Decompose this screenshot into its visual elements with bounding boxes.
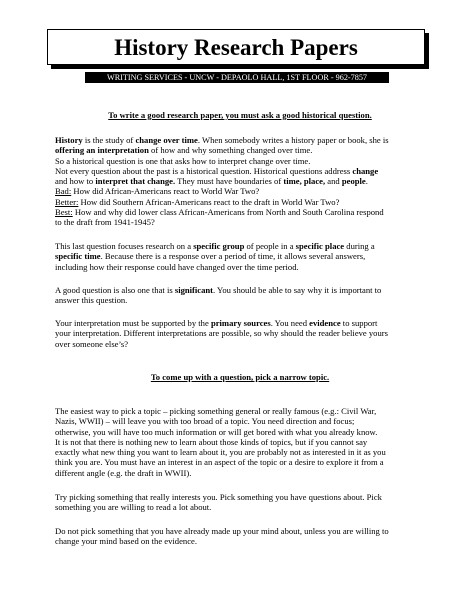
text-run: . You need (270, 318, 310, 328)
paragraph-history-definition (55, 135, 425, 228)
bold-term: specific place (295, 241, 345, 251)
text-line: Nazis, WWII) – will leave you with too broad of a topic. You need direction and focus; (55, 416, 355, 427)
text-line: your interpretation. Different interpretations are possible, so why should the reader believe yours (55, 328, 388, 339)
text-line: over someone else’s? (55, 338, 129, 349)
text-run: . When somebody writes a history paper or book, she is (197, 135, 389, 145)
text-run: They must have boundaries of (175, 176, 284, 187)
text-line: Try picking something that really interests you. Pick something you have questions about. Pick (55, 492, 382, 502)
label-bad: Bad: (55, 186, 72, 197)
bold-term: people (341, 176, 366, 187)
example-bad: How did African-Americans react to World War Two? (71, 186, 260, 197)
text-line: answer this question. (55, 295, 128, 306)
bold-term: specific group (193, 241, 245, 251)
text-run: Your interpretation must be supported by the (55, 318, 211, 328)
text-run: is the study of (82, 135, 136, 145)
text-run: Not every question about the past is a historical question. Historical questions address (55, 165, 353, 176)
contact-banner: WRITING SERVICES - UNCW - DEPAOLO HALL, 1ST FLOOR - 962-7857 (85, 72, 389, 83)
bold-term: evidence (309, 318, 341, 328)
label-better: Better: (55, 196, 79, 207)
bold-term: time, place, (283, 176, 326, 187)
paragraph-narrow-topic (55, 406, 425, 478)
text-run: of people in a (244, 241, 296, 251)
page-title: History Research Papers (114, 34, 358, 60)
title-box (47, 29, 425, 65)
example-best: How and why did lower class African-Americans from North and South Carolina respond (72, 207, 384, 218)
label-best: Best: (55, 207, 73, 218)
text-run: of how and why something changed over time. (148, 145, 313, 156)
text-line: change your mind based on the evidence. (55, 536, 197, 547)
bold-term: History (55, 135, 83, 145)
text-run: . (365, 176, 368, 187)
section-heading-topic: To come up with a question, pick a narrow topic. (150, 372, 330, 382)
paragraph-specific-question (55, 241, 425, 272)
paragraph-open-mind (55, 526, 425, 547)
paragraph-evidence (55, 318, 425, 349)
text-run: . Because there is a response over a period of time, it allows several answers, (100, 251, 366, 262)
text-run: to support (340, 318, 378, 328)
bold-term: specific time (55, 251, 101, 262)
text-line: The easiest way to pick a topic – picking something general or really famous (e.g.: Civil War, (55, 406, 377, 416)
section-heading-question: To write a good research paper, you must ask a good historical question. (108, 110, 372, 120)
text-run: and how to (55, 176, 96, 187)
bold-term: change over time (135, 135, 198, 145)
text-run: A good question is also one that is (55, 285, 175, 295)
paragraph-significance (55, 285, 425, 306)
text-line: It is not that there is nothing new to learn about those kinds of topics, but if you cannot say (55, 436, 368, 447)
text-line: exactly what new thing you want to learn about it, you are probably not as interested in it as you (55, 447, 386, 458)
paragraph-interest (55, 492, 425, 513)
text-line: including how their response could have changed over the time period. (55, 261, 299, 272)
text-line: different angle (e.g. the draft in WWII). (55, 467, 192, 478)
bold-term: change (352, 165, 379, 176)
text-line: Do not pick something that you have already made up your mind about, unless you are willing to (55, 526, 389, 536)
text-line: otherwise, you will have too much information or will get bored with what you already know. (55, 426, 378, 437)
text-run: . You should be able to say why it is important to (213, 285, 382, 295)
bold-term: significant (174, 285, 214, 295)
text-line: So a historical question is one that asks how to interpret change over time. (55, 155, 311, 166)
example-best-continued: to the draft from 1941-1945? (55, 217, 155, 228)
text-line: something you are willing to read a lot about. (55, 502, 212, 513)
text-run: This last question focuses research on a (55, 241, 194, 251)
bold-term: interpret that change. (95, 176, 176, 187)
text-line: think you are. You must have an interest in an aspect of the topic or a desire to explore it from a (55, 457, 384, 468)
bold-term: primary sources (210, 318, 271, 328)
example-better: How did Southern African-Americans react to the draft in World War Two? (78, 196, 340, 207)
text-run: and (325, 176, 342, 187)
bold-term: offering an interpretation (55, 145, 149, 156)
text-run: during a (344, 241, 375, 251)
